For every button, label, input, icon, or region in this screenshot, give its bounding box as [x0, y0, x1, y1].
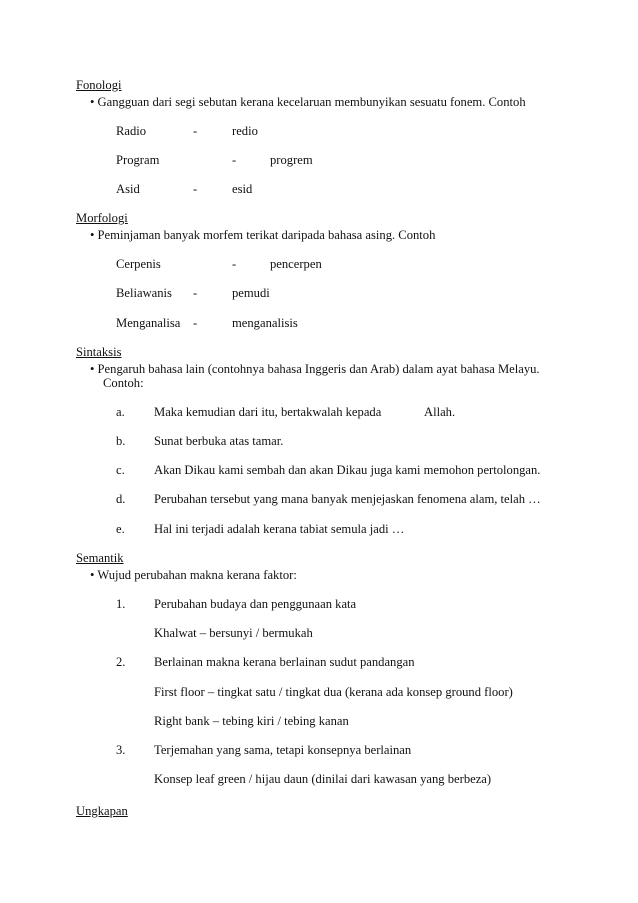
bullet-fonologi: • Gangguan dari segi sebutan kerana kecelaruan membunyikan sesuatu fonem. Contoh [90, 95, 526, 109]
example-word: Radio [116, 124, 147, 138]
item-label: e. [116, 522, 125, 536]
example-word: Cerpenis [116, 257, 161, 271]
item-text: Perubahan budaya dan penggunaan kata [154, 597, 357, 611]
item-label: d. [116, 492, 126, 506]
bullet-morfologi: • Peminjaman banyak morfem terikat daripada bahasa asing. Contoh [90, 228, 436, 242]
section-heading-fonologi: Fonologi [76, 78, 122, 92]
item-example: Khalwat – bersunyi / bermukah [154, 626, 313, 640]
example-result: redio [232, 124, 258, 138]
example-result: pencerpen [270, 257, 322, 271]
bullet-semantik: • Wujud perubahan makna kerana faktor: [90, 568, 297, 582]
item-example: Right bank – tebing kiri / tebing kanan [154, 714, 349, 728]
example-word: Beliawanis [116, 286, 172, 300]
item-text: Sunat berbuka atas tamar. [154, 434, 284, 448]
item-text: Hal ini terjadi adalah kerana tabiat semula jadi … [154, 522, 405, 536]
example-dash: - [193, 182, 198, 196]
example-result: menganalisis [232, 316, 298, 330]
item-label: 3. [116, 743, 126, 757]
section-heading-sintaksis: Sintaksis [76, 345, 122, 359]
item-example: First floor – tingkat satu / tingkat dua (kerana ada konsep ground floor) [154, 685, 513, 699]
item-text: Berlainan makna kerana berlainan sudut pandangan [154, 655, 415, 669]
item-label: a. [116, 405, 125, 419]
item-label: 2. [116, 655, 126, 669]
item-label: c. [116, 463, 125, 477]
item-text: Perubahan tersebut yang mana banyak menjejaskan fenomena alam, telah … [154, 492, 541, 506]
example-dash: - [193, 316, 198, 330]
section-heading-morfologi: Morfologi [76, 211, 128, 225]
example-dash: - [232, 257, 237, 271]
example-dash: - [232, 153, 237, 167]
item-text: Akan Dikau kami sembah dan akan Dikau juga kami memohon pertolongan. [154, 463, 541, 477]
example-dash: - [193, 286, 198, 300]
example-word: Menganalisa [116, 316, 181, 330]
item-label: b. [116, 434, 126, 448]
bullet-continuation: Contoh: [103, 376, 144, 390]
example-word: Asid [116, 182, 140, 196]
item-text-extra: Allah. [424, 405, 456, 419]
section-heading-ungkapan: Ungkapan [76, 804, 128, 818]
example-result: progrem [270, 153, 313, 167]
example-result: esid [232, 182, 253, 196]
item-label: 1. [116, 597, 126, 611]
example-word: Program [116, 153, 160, 167]
item-text: Terjemahan yang sama, tetapi konsepnya berlainan [154, 743, 412, 757]
example-dash: - [193, 124, 198, 138]
example-result: pemudi [232, 286, 270, 300]
section-heading-semantik: Semantik [76, 551, 124, 565]
item-example: Konsep leaf green / hijau daun (dinilai dari kawasan yang berbeza) [154, 772, 492, 786]
item-text: Maka kemudian dari itu, bertakwalah kepada [154, 405, 382, 419]
bullet-sintaksis: • Pengaruh bahasa lain (contohnya bahasa Inggeris dan Arab) dalam ayat bahasa Melayu. [90, 362, 540, 376]
